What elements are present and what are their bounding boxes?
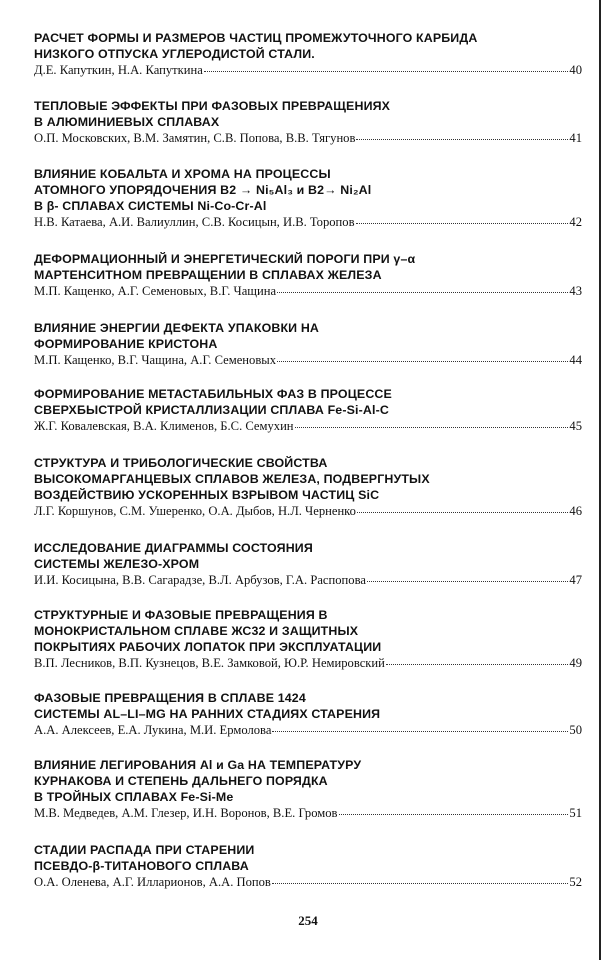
entry-authors: М.В. Медведев, А.М. Глезер, И.Н. Воронов, В.Е. Громов — [34, 806, 338, 820]
entry-title-line: ВЫСОКОМАРГАНЦЕВЫХ СПЛАВОВ ЖЕЛЕЗА, ПОДВЕРГНУТЫХ — [34, 472, 430, 486]
dot-leader — [339, 803, 569, 815]
entry-page-number: 42 — [569, 215, 582, 229]
entry-page-number: 47 — [569, 573, 582, 587]
entry-authors-line — [34, 805, 582, 821]
entry-title-line: ФОРМИРОВАНИЕ КРИСТОНА — [34, 337, 218, 351]
entry-title-line: СИСТЕМЫ AL–LI–MG НА РАННИХ СТАДИЯХ СТАРЕНИЯ — [34, 707, 381, 721]
dot-leader — [356, 128, 568, 140]
entry-authors: Л.Г. Коршунов, С.М. Ушеренко, О.А. Дыбов, Н.Л. Черненко — [34, 504, 356, 518]
entry-title-line: ВЛИЯНИЕ ЛЕГИРОВАНИЯ Al и Ga НА ТЕМПЕРАТУРУ — [34, 758, 362, 772]
entry-title-line: ТЕПЛОВЫЕ ЭФФЕКТЫ ПРИ ФАЗОВЫХ ПРЕВРАЩЕНИЯХ — [34, 99, 391, 113]
toc-entry — [34, 98, 582, 146]
entry-title-line: ИССЛЕДОВАНИЕ ДИАГРАММЫ СОСТОЯНИЯ — [34, 541, 313, 555]
entry-title-line: СТРУКТУРНЫЕ И ФАЗОВЫЕ ПРЕВРАЩЕНИЯ В — [34, 608, 328, 622]
entry-authors: М.П. Кащенко, В.Г. Чащина, А.Г. Семеновых — [34, 353, 277, 367]
entry-title-line: СИСТЕМЫ ЖЕЛЕЗО-ХРОМ — [34, 557, 200, 571]
entry-title — [34, 386, 582, 418]
toc-entry — [34, 251, 582, 299]
entry-title — [34, 540, 582, 572]
entry-title — [34, 320, 582, 352]
entry-title — [34, 30, 582, 62]
entry-page-number: 51 — [569, 806, 582, 820]
dot-leader — [204, 60, 569, 72]
dot-leader — [277, 350, 568, 362]
dot-leader — [272, 720, 568, 732]
entry-title-line: МОНОКРИСТАЛЬНОМ СПЛАВЕ ЖС32 И ЗАЩИТНЫХ — [34, 624, 359, 638]
entry-title-line: СВЕРХБЫСТРОЙ КРИСТАЛЛИЗАЦИИ СПЛАВА Fe-Si-Al-C — [34, 403, 389, 417]
entry-authors: О.А. Оленева, А.Г. Илларионов, А.А. Попов — [34, 875, 271, 889]
entry-authors-line — [34, 418, 582, 434]
toc-entry — [34, 455, 582, 519]
toc-entry — [34, 540, 582, 588]
dot-leader — [277, 281, 568, 293]
entry-page-number: 43 — [569, 284, 582, 298]
entry-page-number: 45 — [569, 419, 582, 433]
toc-entry — [34, 842, 582, 890]
entry-authors-line — [34, 722, 582, 738]
entry-title-line: МАРТЕНСИТНОМ ПРЕВРАЩЕНИИ В СПЛАВАХ ЖЕЛЕЗА — [34, 268, 382, 282]
toc-entry — [34, 386, 582, 434]
entry-title-line: ВЛИЯНИЕ КОБАЛЬТА И ХРОМА НА ПРОЦЕССЫ — [34, 167, 331, 181]
entry-title-line: ПСЕВДО-β-ТИТАНОВОГО СПЛАВА — [34, 859, 249, 873]
entry-title — [34, 757, 582, 805]
dot-leader — [386, 653, 569, 665]
entry-page-number: 49 — [569, 656, 582, 670]
entry-authors-line — [34, 572, 582, 588]
page-edge-line — [599, 0, 601, 960]
entry-authors-line — [34, 283, 582, 299]
entry-title-line: КУРНАКОВА И СТЕПЕНЬ ДАЛЬНЕГО ПОРЯДКА — [34, 774, 328, 788]
entry-page-number: 40 — [569, 63, 582, 77]
entry-page-number: 44 — [569, 353, 582, 367]
entry-title — [34, 98, 582, 130]
entry-title — [34, 842, 582, 874]
toc-entry — [34, 690, 582, 738]
entry-title — [34, 607, 582, 655]
entry-authors-line — [34, 214, 582, 230]
entry-title-line: В АЛЮМИНИЕВЫХ СПЛАВАХ — [34, 115, 220, 129]
entry-title-line: ФОРМИРОВАНИЕ МЕТАСТАБИЛЬНЫХ ФАЗ В ПРОЦЕССЕ — [34, 387, 392, 401]
entry-page-number: 46 — [569, 504, 582, 518]
entry-title-line: ВОЗДЕЙСТВИЮ УСКОРЕННЫХ ВЗРЫВОМ ЧАСТИЦ SiC — [34, 488, 380, 502]
entry-title-line: В β- СПЛАВАХ СИСТЕМЫ Ni-Co-Cr-Al — [34, 199, 267, 213]
entry-authors: А.А. Алексеев, Е.А. Лукина, М.И. Ермолова — [34, 723, 272, 737]
entry-authors-line — [34, 655, 582, 671]
entry-title-line: ПОКРЫТИЯХ РАБОЧИХ ЛОПАТОК ПРИ ЭКСПЛУАТАЦИИ — [34, 640, 382, 654]
entry-authors-line — [34, 130, 582, 146]
entry-authors: М.П. Кащенко, А.Г. Семеновых, В.Г. Чащина — [34, 284, 277, 298]
dot-leader — [272, 872, 569, 884]
entry-authors-line — [34, 62, 582, 78]
entry-title-line: СТАДИИ РАСПАДА ПРИ СТАРЕНИИ — [34, 843, 255, 857]
entry-title — [34, 251, 582, 283]
entry-page-number: 41 — [569, 131, 582, 145]
entry-title-line: РАСЧЕТ ФОРМЫ И РАЗМЕРОВ ЧАСТИЦ ПРОМЕЖУТОЧНОГО КАРБИДА — [34, 31, 478, 45]
entry-title-line: ВЛИЯНИЕ ЭНЕРГИИ ДЕФЕКТА УПАКОВКИ НА — [34, 321, 320, 335]
entry-title — [34, 455, 582, 503]
dot-leader — [357, 501, 568, 513]
entry-authors-line — [34, 352, 582, 368]
page-number-footer: 254 — [298, 913, 318, 928]
entry-authors: Н.В. Катаева, А.И. Валиуллин, С.В. Косицын, И.В. Торопов — [34, 215, 355, 229]
entry-title-line: ДЕФОРМАЦИОННЫЙ И ЭНЕРГЕТИЧЕСКИЙ ПОРОГИ ПРИ γ–α — [34, 252, 416, 266]
entry-page-number: 50 — [569, 723, 582, 737]
entry-authors-line — [34, 503, 582, 519]
entry-authors-line — [34, 874, 582, 890]
entry-authors: И.И. Косицына, В.В. Сагарадзе, В.Л. Арбузов, Г.А. Распопова — [34, 573, 366, 587]
toc-entry — [34, 30, 582, 78]
dot-leader — [356, 212, 569, 224]
entry-title — [34, 690, 582, 722]
dot-leader — [367, 570, 568, 582]
entry-title-line: НИЗКОГО ОТПУСКА УГЛЕРОДИСТОЙ СТАЛИ. — [34, 47, 315, 61]
entry-authors: О.П. Московских, В.М. Замятин, С.В. Попова, В.В. Тягунов — [34, 131, 356, 145]
toc-entry — [34, 757, 582, 821]
entry-title-line: СТРУКТУРА И ТРИБОЛОГИЧЕСКИЕ СВОЙСТВА — [34, 456, 328, 470]
entry-page-number: 52 — [569, 875, 582, 889]
toc-entry — [34, 320, 582, 368]
entry-title — [34, 166, 582, 214]
entry-authors: В.П. Лесников, В.П. Кузнецов, В.Е. Замковой, Ю.Р. Немировский — [34, 656, 385, 670]
entry-authors: Ж.Г. Ковалевская, В.А. Клименов, Б.С. Семухин — [34, 419, 294, 433]
entry-title-line: ФАЗОВЫЕ ПРЕВРАЩЕНИЯ В СПЛАВЕ 1424 — [34, 691, 306, 705]
entry-title-line: В ТРОЙНЫХ СПЛАВАХ Fe-Si-Me — [34, 790, 234, 804]
toc-entry — [34, 166, 582, 230]
dot-leader — [295, 416, 569, 428]
entry-authors: Д.Е. Капуткин, Н.А. Капуткина — [34, 63, 203, 77]
toc-entry — [34, 607, 582, 671]
entry-title-line: АТОМНОГО УПОРЯДОЧЕНИЯ В2 → Ni₅Al₃ и B2→ Ni₂Al — [34, 183, 372, 197]
